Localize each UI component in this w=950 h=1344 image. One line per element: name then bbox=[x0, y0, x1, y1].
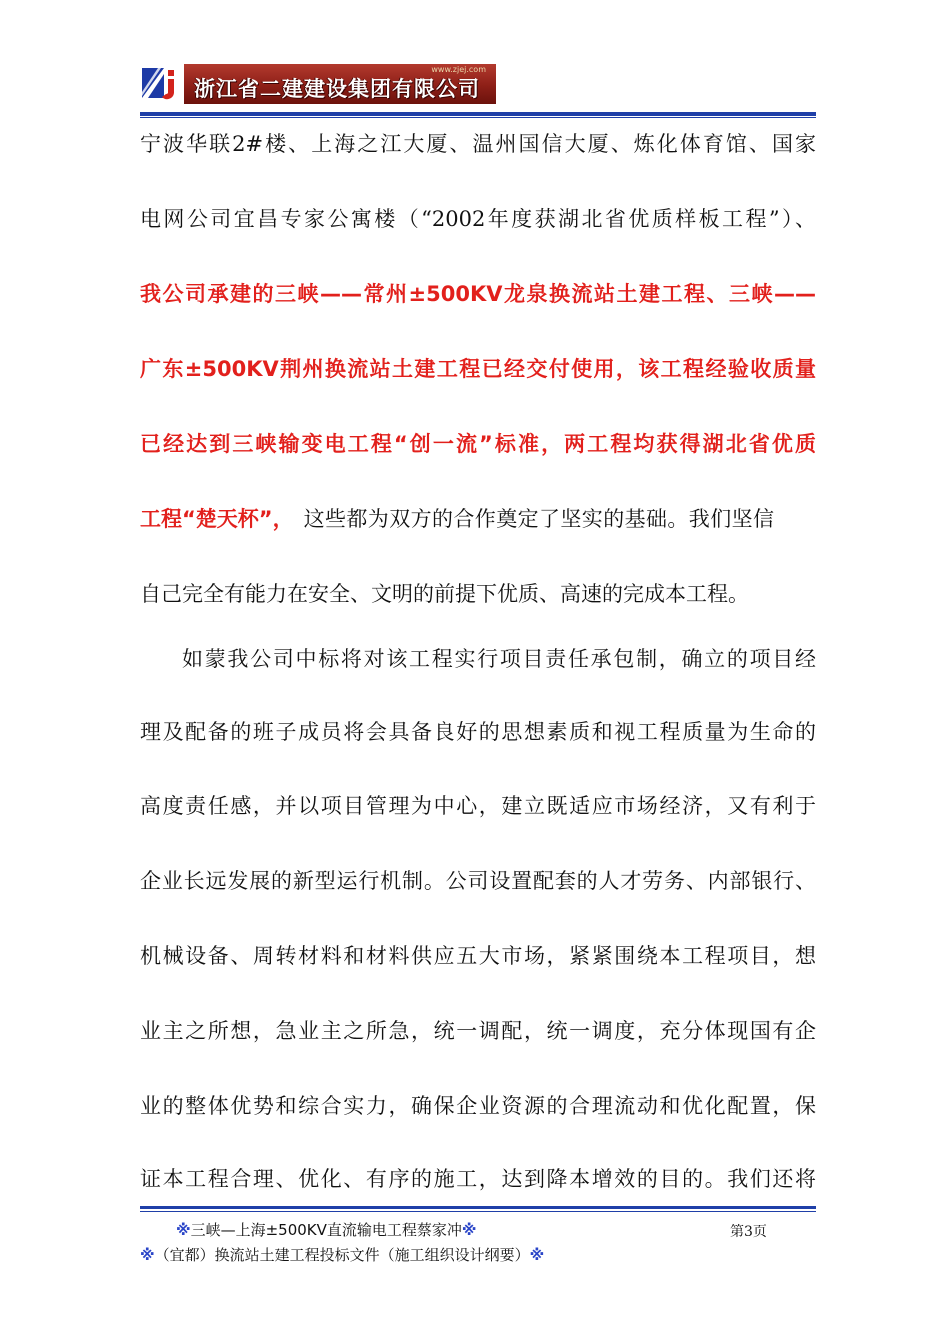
body-line: 高度责任感，并以项目管理为中心，建立既适应市场经济，又有利于 bbox=[140, 794, 816, 818]
body-fragment: 这些都为双方的合作奠定了坚实的基础。我们坚信 bbox=[303, 507, 775, 531]
footer-title-line2 bbox=[140, 1244, 544, 1265]
company-website: www.zjej.com bbox=[431, 65, 486, 74]
body-line: 企业长远发展的新型运行机制。公司设置配套的人才劳务、内部银行、 bbox=[140, 869, 816, 893]
body-line: 业的整体优势和综合实力，确保企业资源的合理流动和优化配置，保 bbox=[140, 1094, 816, 1118]
logo-banner bbox=[184, 64, 496, 104]
highlighted-line: 我公司承建的三峡——常州±500KV龙泉换流站土建工程、三峡—— bbox=[140, 282, 816, 306]
header-divider-thin bbox=[140, 117, 816, 118]
highlighted-line: 已经达到三峡输变电工程“创一流”标准，两工程均获得湖北省优质 bbox=[140, 432, 816, 456]
highlighted-line: 广东±500KV荆州换流站土建工程已经交付使用，该工程经验收质量 bbox=[140, 357, 816, 381]
company-emblem-icon bbox=[140, 64, 184, 104]
body-line: 宁波华联2#楼、上海之江大厦、温州国信大厦、炼化体育馆、国家 bbox=[140, 132, 816, 156]
body-line: 机械设备、周转材料和材料供应五大市场，紧紧围绕本工程项目，想 bbox=[140, 944, 816, 968]
page-header bbox=[140, 64, 816, 120]
header-divider bbox=[140, 112, 816, 116]
reference-mark-icon: ※ bbox=[529, 1246, 545, 1264]
body-line: 电网公司宜昌专家公寓楼（“2002年度获湖北省优质样板工程”）、 bbox=[140, 207, 816, 231]
footer-divider bbox=[140, 1206, 816, 1209]
body-line: 业主之所想，急业主之所急，统一调配，统一调度，充分体现国有企 bbox=[140, 1019, 816, 1043]
company-name: 浙江省二建建设集团有限公司 bbox=[194, 77, 480, 101]
footer-divider-thin bbox=[140, 1211, 816, 1212]
company-logo bbox=[140, 64, 496, 104]
mixed-line bbox=[140, 503, 816, 535]
reference-mark-icon: ※ bbox=[176, 1221, 191, 1239]
reference-mark-icon: ※ bbox=[140, 1246, 155, 1264]
footer-text-2: （宜都）换流站土建工程投标文件（施工组织设计纲要） bbox=[154, 1246, 530, 1264]
paragraph-first-line: 如蒙我公司中标将对该工程实行项目责任承包制，确立的项目经 bbox=[182, 647, 816, 671]
footer-text-1: 三峡—上海±500KV直流输电工程蔡家冲 bbox=[190, 1221, 462, 1239]
reference-mark-icon: ※ bbox=[461, 1221, 477, 1239]
body-line: 证本工程合理、优化、有序的施工，达到降本增效的目的。我们还将 bbox=[140, 1167, 816, 1191]
page-number: 第3页 bbox=[730, 1224, 767, 1240]
body-line: 理及配备的班子成员将会具备良好的思想素质和视工程质量为生命的 bbox=[140, 720, 816, 744]
footer-title-line1 bbox=[176, 1219, 477, 1240]
body-line: 自己完全有能力在安全、文明的前提下优质、高速的完成本工程。 bbox=[140, 582, 749, 606]
highlighted-fragment: 工程“楚天杯”， bbox=[140, 507, 294, 531]
